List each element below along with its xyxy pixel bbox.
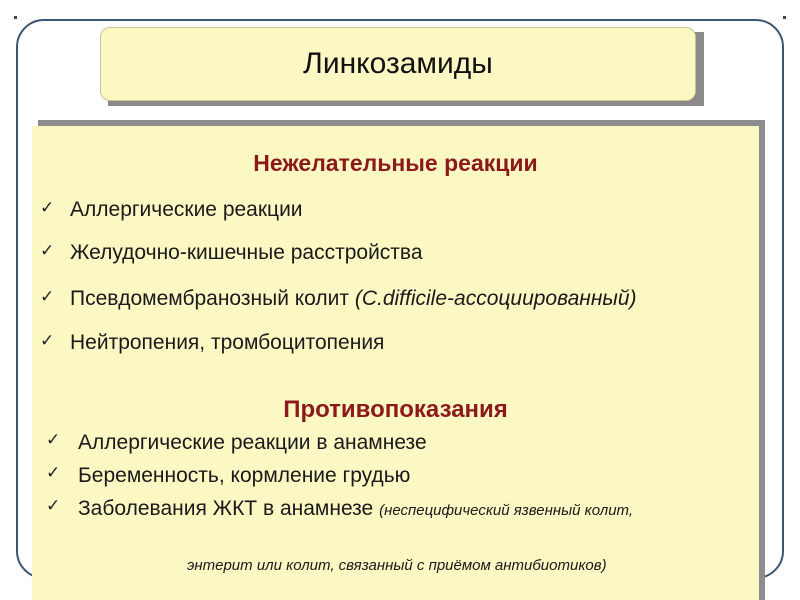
contra-item-text: Беременность, кормление грудью bbox=[78, 464, 411, 487]
checkmark-icon: ✓ bbox=[46, 496, 61, 516]
contra-item-note: (неспецифический язвенный колит, bbox=[379, 502, 634, 519]
contra-item bbox=[78, 497, 633, 521]
checkmark-icon: ✓ bbox=[46, 430, 61, 450]
adverse-item bbox=[70, 241, 423, 265]
adverse-item-text: Аллергические реакции bbox=[70, 198, 303, 221]
checkmark-icon: ✓ bbox=[40, 331, 55, 351]
contra-note-continuation: энтерит или колит, связанный с приёмом антибиотиков) bbox=[187, 557, 607, 574]
adverse-item-note: (C.difficile-ассоциированный) bbox=[354, 287, 637, 310]
adverse-item-text: Желудочно-кишечные расстройства bbox=[70, 241, 423, 264]
title-box bbox=[100, 27, 696, 101]
checkmark-icon: ✓ bbox=[40, 287, 55, 307]
content-panel bbox=[32, 126, 759, 600]
adverse-item-text: Псевдомембранозный колит bbox=[70, 287, 355, 310]
contra-item bbox=[78, 464, 410, 488]
adverse-item bbox=[70, 331, 384, 355]
corner-dot bbox=[14, 16, 17, 19]
contraindications-heading: Противопоказания bbox=[283, 396, 508, 423]
checkmark-icon: ✓ bbox=[40, 241, 55, 261]
contra-item-text: Аллергические реакции в анамнезе bbox=[78, 431, 427, 454]
checkmark-icon: ✓ bbox=[46, 463, 61, 483]
contra-item bbox=[78, 431, 427, 455]
adverse-reactions-heading: Нежелательные реакции bbox=[253, 150, 538, 176]
adverse-item bbox=[70, 198, 303, 222]
contra-item-text: Заболевания ЖКТ в анамнезе bbox=[78, 497, 380, 520]
corner-dot bbox=[783, 16, 786, 19]
adverse-item-text: Нейтропения, тромбоцитопения bbox=[70, 331, 385, 354]
adverse-item bbox=[70, 287, 637, 311]
checkmark-icon: ✓ bbox=[40, 198, 55, 218]
slide-title: Линкозамиды bbox=[303, 47, 493, 80]
